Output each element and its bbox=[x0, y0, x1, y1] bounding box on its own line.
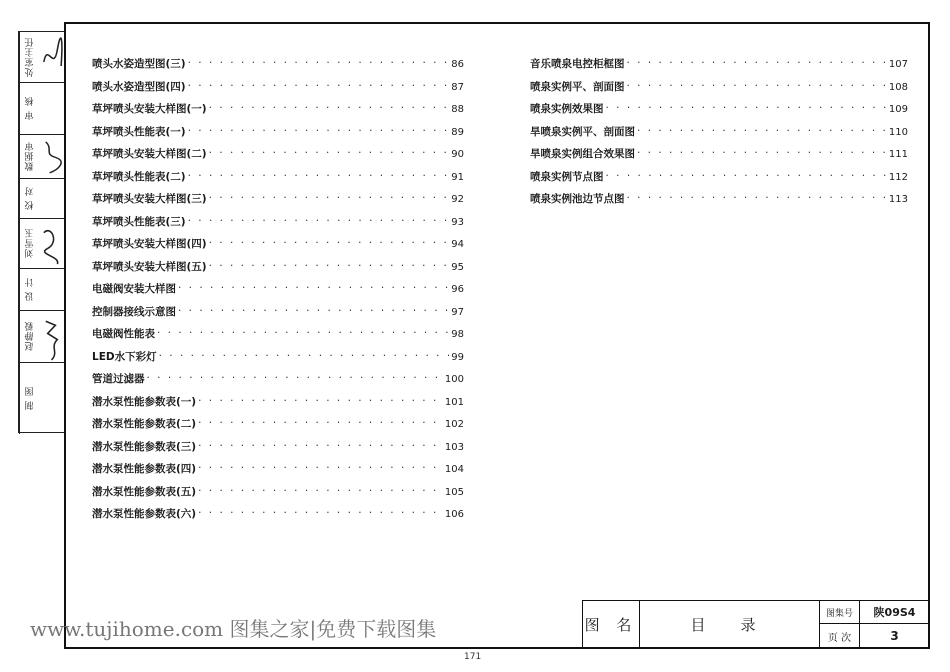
toc-page-number: 102 bbox=[444, 419, 464, 430]
toc-leader-dots bbox=[198, 394, 443, 409]
tb-atlas-label: 图集号 bbox=[820, 601, 860, 624]
toc-title: 管道过滤器 bbox=[92, 373, 145, 385]
toc-row[interactable] bbox=[530, 192, 908, 207]
toc-title: 草坪喷头性能表(一) bbox=[92, 125, 186, 138]
toc-page-number: 109 bbox=[888, 104, 908, 115]
toc-row[interactable] bbox=[92, 395, 464, 410]
toc-page-number: 112 bbox=[888, 171, 908, 183]
toc-row[interactable] bbox=[92, 485, 464, 500]
handwritten-signature bbox=[40, 135, 64, 178]
toc-title: 控制器接线示意图 bbox=[92, 305, 176, 318]
toc-page-number: 86 bbox=[451, 59, 464, 70]
toc-page-number: 110 bbox=[888, 126, 908, 138]
toc-page-number: 90 bbox=[451, 149, 464, 160]
toc-page-number: 111 bbox=[888, 149, 908, 160]
toc-leader-dots bbox=[188, 214, 450, 229]
toc-leader-dots bbox=[188, 56, 450, 71]
toc-leader-dots bbox=[209, 191, 450, 206]
toc-row[interactable] bbox=[92, 417, 464, 432]
toc-page-number: 107 bbox=[888, 59, 908, 70]
toc-leader-dots bbox=[209, 146, 450, 161]
toc-title: 喷头水姿造型图(三) bbox=[92, 58, 186, 70]
toc-page-number: 92 bbox=[451, 194, 464, 205]
toc-row[interactable] bbox=[92, 260, 464, 275]
empty-signature-area bbox=[40, 269, 64, 310]
toc-leader-dots bbox=[188, 79, 450, 94]
toc-leader-dots bbox=[198, 461, 443, 476]
toc-page-number: 105 bbox=[444, 486, 464, 498]
toc-row[interactable] bbox=[92, 372, 464, 387]
toc-page-number: 95 bbox=[451, 261, 464, 273]
toc-leader-dots bbox=[157, 326, 449, 341]
sidebar-cell-label: 设 计 bbox=[19, 269, 40, 310]
toc-title: 旱喷泉实例组合效果图 bbox=[530, 148, 635, 160]
toc-page-number: 98 bbox=[451, 329, 464, 340]
toc-title: 潜水泵性能参数表(二) bbox=[92, 418, 197, 430]
toc-row[interactable] bbox=[92, 327, 464, 342]
sidebar-cell bbox=[19, 135, 64, 179]
toc-page-number: 101 bbox=[444, 396, 464, 408]
toc-leader-dots bbox=[606, 169, 887, 184]
tb-name-label: 图 名 bbox=[583, 601, 640, 648]
sidebar-cell bbox=[19, 219, 64, 269]
toc-title: 喷泉实例效果图 bbox=[530, 103, 604, 115]
toc-title: 喷头水姿造型图(四) bbox=[92, 80, 186, 93]
sidebar-cell bbox=[19, 179, 64, 219]
toc-page-number: 106 bbox=[444, 509, 464, 520]
approval-sidebar bbox=[18, 31, 64, 433]
toc-title: 电磁阀性能表 bbox=[92, 328, 155, 340]
toc-leader-dots bbox=[147, 371, 443, 386]
toc-row[interactable] bbox=[530, 170, 908, 185]
handwritten-signature bbox=[40, 311, 64, 362]
toc-leader-dots bbox=[209, 259, 450, 274]
toc-leader-dots bbox=[159, 349, 450, 364]
sidebar-cell-label: 制 图 bbox=[19, 363, 40, 434]
toc-row[interactable] bbox=[92, 80, 464, 95]
toc-title: 潜水泵性能参数表(六) bbox=[92, 508, 197, 520]
toc-page-number: 87 bbox=[451, 81, 464, 93]
toc-page-number: 96 bbox=[451, 284, 464, 295]
toc-title: 电磁阀安装大样图 bbox=[92, 283, 176, 295]
toc-leader-dots bbox=[627, 56, 887, 71]
toc-title: 潜水泵性能参数表(三) bbox=[92, 440, 197, 453]
toc-row[interactable] bbox=[92, 440, 464, 455]
toc-title: 潜水泵性能参数表(五) bbox=[92, 485, 197, 498]
toc-row[interactable] bbox=[92, 350, 464, 365]
tb-page-label: 页 次 bbox=[820, 624, 860, 648]
toc-page-number: 97 bbox=[451, 306, 464, 318]
toc-leader-dots bbox=[178, 281, 449, 296]
toc-title: 旱喷泉实例平、剖面图 bbox=[530, 125, 635, 138]
toc-row[interactable] bbox=[92, 462, 464, 477]
toc-page-number: 99 bbox=[451, 351, 464, 363]
toc-title: 草坪喷头安装大样图(二) bbox=[92, 148, 207, 160]
toc-row[interactable] bbox=[530, 147, 908, 162]
toc-row[interactable] bbox=[530, 125, 908, 140]
toc-title: 草坪喷头安装大样图(四) bbox=[92, 238, 207, 250]
toc-leader-dots bbox=[637, 124, 887, 139]
toc-title: 喷泉实例节点图 bbox=[530, 170, 604, 183]
sidebar-cell-label: 处室主任 bbox=[19, 32, 40, 82]
sidebar-cell-label: 校 对 bbox=[19, 179, 40, 218]
empty-signature-area bbox=[40, 179, 64, 218]
toc-title: 潜水泵性能参数表(一) bbox=[92, 395, 197, 408]
tb-name-value-2: 录 bbox=[740, 616, 756, 634]
toc-leader-dots bbox=[198, 439, 443, 454]
watermark: www.tujihome.com 图集之家|免费下载图集 bbox=[30, 617, 437, 641]
toc-row[interactable] bbox=[92, 125, 464, 140]
sidebar-cell-label: 刘雪玉 bbox=[19, 219, 40, 268]
handwritten-signature bbox=[40, 219, 64, 268]
sidebar-cell-label: 审 核 bbox=[19, 83, 40, 134]
toc-page-number: 100 bbox=[444, 374, 464, 385]
empty-signature-area bbox=[40, 363, 64, 434]
toc-title: 草坪喷头安装大样图(三) bbox=[92, 193, 207, 205]
toc-page-number: 94 bbox=[451, 239, 464, 250]
sidebar-cell bbox=[19, 363, 64, 434]
sidebar-cell-label: 数据审 bbox=[19, 135, 40, 178]
title-block bbox=[582, 600, 930, 649]
toc-page-number: 108 bbox=[888, 81, 908, 93]
toc-row[interactable] bbox=[530, 102, 908, 117]
toc-title: 草坪喷头安装大样图(一) bbox=[92, 103, 207, 115]
sidebar-cell bbox=[19, 32, 64, 83]
toc-row[interactable] bbox=[92, 192, 464, 207]
toc-leader-dots bbox=[178, 304, 449, 319]
toc-row[interactable] bbox=[530, 80, 908, 95]
toc-leader-dots bbox=[606, 101, 887, 116]
tb-name-value-1: 目 bbox=[690, 616, 706, 634]
toc-page-number: 91 bbox=[451, 171, 464, 183]
sidebar-cell bbox=[19, 83, 64, 135]
toc-row[interactable] bbox=[92, 170, 464, 185]
toc-leader-dots bbox=[627, 191, 887, 206]
toc-page-number: 89 bbox=[451, 126, 464, 138]
toc-page-number: 103 bbox=[444, 441, 464, 453]
toc-leader-dots bbox=[637, 146, 887, 161]
toc-leader-dots bbox=[188, 124, 450, 139]
toc-page-number: 88 bbox=[451, 104, 464, 115]
toc-title: 音乐喷泉电控柜框图 bbox=[530, 58, 625, 70]
footer-page-number: 171 bbox=[464, 652, 482, 662]
toc-title: 草坪喷头性能表(二) bbox=[92, 170, 186, 183]
toc-title: 喷泉实例平、剖面图 bbox=[530, 80, 625, 93]
toc-title: 草坪喷头性能表(三) bbox=[92, 215, 186, 228]
toc-row[interactable] bbox=[92, 102, 464, 117]
toc-row[interactable] bbox=[92, 215, 464, 230]
toc-leader-dots bbox=[627, 79, 887, 94]
toc-leader-dots bbox=[209, 236, 450, 251]
toc-leader-dots bbox=[198, 506, 443, 521]
sidebar-cell bbox=[19, 311, 64, 363]
toc-row[interactable] bbox=[92, 507, 464, 522]
toc-leader-dots bbox=[198, 416, 443, 431]
toc-title: LED水下彩灯 bbox=[92, 350, 157, 363]
toc-title: 潜水泵性能参数表(四) bbox=[92, 463, 197, 475]
handwritten-signature bbox=[40, 32, 64, 82]
toc-leader-dots bbox=[198, 484, 443, 499]
sidebar-cell bbox=[19, 269, 64, 311]
toc-title: 草坪喷头安装大样图(五) bbox=[92, 260, 207, 273]
toc-page-number: 113 bbox=[888, 194, 908, 205]
toc-title: 喷泉实例池边节点图 bbox=[530, 193, 625, 205]
toc-row[interactable] bbox=[92, 57, 464, 72]
toc-row[interactable] bbox=[92, 282, 464, 297]
toc-row[interactable] bbox=[92, 305, 464, 320]
toc-row[interactable] bbox=[92, 147, 464, 162]
sidebar-cell-label: 赵静毅 bbox=[19, 311, 40, 362]
toc-row[interactable] bbox=[92, 237, 464, 252]
toc-leader-dots bbox=[188, 169, 450, 184]
toc-leader-dots bbox=[209, 101, 450, 116]
empty-signature-area bbox=[40, 83, 64, 134]
toc-row[interactable] bbox=[530, 57, 908, 72]
toc-page-number: 104 bbox=[444, 464, 464, 475]
toc-page-number: 93 bbox=[451, 216, 464, 228]
tb-atlas-value: 陕09S4 bbox=[860, 601, 929, 624]
tb-page-value: 3 bbox=[890, 629, 899, 643]
